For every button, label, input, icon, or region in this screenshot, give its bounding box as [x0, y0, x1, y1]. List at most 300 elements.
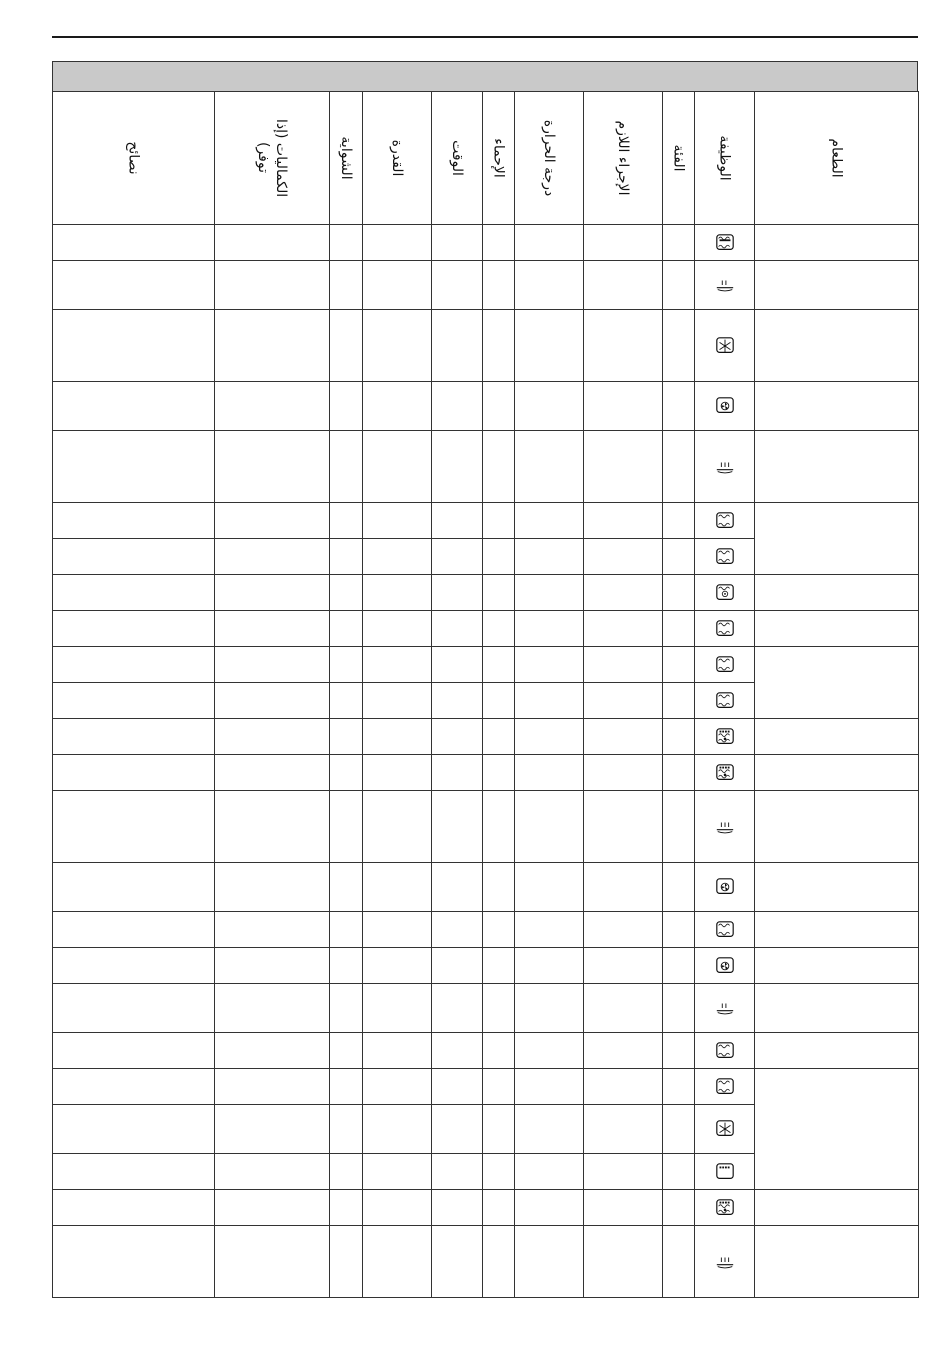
cell-category: [663, 575, 695, 611]
cell-time: [432, 1105, 483, 1154]
cell-grill: [330, 539, 363, 575]
cell-temperature: [515, 791, 584, 863]
fan-convection-icon: [714, 956, 736, 976]
cell-category: [663, 791, 695, 863]
cell-temperature: [515, 863, 584, 912]
cell-preheat: [483, 225, 515, 261]
cell-power: [363, 431, 432, 503]
cell-category: [663, 382, 695, 431]
cell-function: [695, 1154, 755, 1190]
cell-grill: [330, 719, 363, 755]
cell-quantities: [215, 1154, 330, 1190]
cell-function: [695, 791, 755, 863]
cooking-table: [52, 91, 919, 1298]
cell-grill: [330, 1226, 363, 1298]
header-row: [53, 92, 919, 225]
cell-grill: [330, 948, 363, 984]
cell-food: [755, 1190, 919, 1226]
cell-tips: [53, 948, 215, 984]
cell-action: [584, 611, 663, 647]
cell-action: [584, 683, 663, 719]
cell-food: [755, 647, 919, 719]
cell-time: [432, 382, 483, 431]
cell-time: [432, 575, 483, 611]
cell-power: [363, 539, 432, 575]
cell-function: [695, 948, 755, 984]
cell-food: [755, 912, 919, 948]
cell-time: [432, 310, 483, 382]
cell-grill: [330, 755, 363, 791]
cell-category: [663, 225, 695, 261]
cell-action: [584, 791, 663, 863]
fan-convection-icon: [714, 877, 736, 897]
cell-preheat: [483, 683, 515, 719]
table-row: [53, 261, 919, 310]
cell-quantities: [215, 912, 330, 948]
cell-function: [695, 1226, 755, 1298]
cell-power: [363, 948, 432, 984]
cell-category: [663, 1105, 695, 1154]
cell-action: [584, 1069, 663, 1105]
cell-category: [663, 984, 695, 1033]
cell-time: [432, 755, 483, 791]
cell-category: [663, 647, 695, 683]
cell-temperature: [515, 1033, 584, 1069]
cell-quantities: [215, 647, 330, 683]
cell-action: [584, 431, 663, 503]
table-row: [53, 948, 919, 984]
cell-function: [695, 1105, 755, 1154]
cell-power: [363, 382, 432, 431]
cell-power: [363, 261, 432, 310]
cell-quantities: [215, 611, 330, 647]
cell-category: [663, 611, 695, 647]
cell-function: [695, 683, 755, 719]
cell-quantities: [215, 1105, 330, 1154]
cell-action: [584, 575, 663, 611]
cell-action: [584, 863, 663, 912]
cell-quantities: [215, 719, 330, 755]
cell-quantities: [215, 431, 330, 503]
cell-grill: [330, 863, 363, 912]
cell-time: [432, 611, 483, 647]
fan-heat-oven-icon: [714, 583, 736, 603]
cell-category: [663, 261, 695, 310]
cell-quantities: [215, 683, 330, 719]
cell-preheat: [483, 503, 515, 539]
cell-power: [363, 310, 432, 382]
header-category: الفئة: [663, 92, 695, 225]
grill-fan-oven-icon: [714, 727, 736, 747]
steam-three-waves-icon: [714, 1252, 736, 1272]
cell-category: [663, 683, 695, 719]
cell-power: [363, 1226, 432, 1298]
cell-tips: [53, 683, 215, 719]
cell-power: [363, 719, 432, 755]
cell-category: [663, 310, 695, 382]
cell-preheat: [483, 863, 515, 912]
cell-time: [432, 647, 483, 683]
cell-category: [663, 1033, 695, 1069]
cell-tips: [53, 382, 215, 431]
cell-category: [663, 1069, 695, 1105]
cell-tips: [53, 575, 215, 611]
cell-quantities: [215, 310, 330, 382]
cell-time: [432, 984, 483, 1033]
cell-temperature: [515, 225, 584, 261]
table-row: [53, 755, 919, 791]
cell-power: [363, 791, 432, 863]
cell-temperature: [515, 310, 584, 382]
cell-power: [363, 611, 432, 647]
cell-grill: [330, 912, 363, 948]
cell-quantities: [215, 791, 330, 863]
cell-food: [755, 382, 919, 431]
cell-preheat: [483, 1105, 515, 1154]
cell-power: [363, 503, 432, 539]
table-row: [53, 382, 919, 431]
cell-food: [755, 1226, 919, 1298]
top-bottom-heat-icon: [714, 619, 736, 639]
cell-time: [432, 225, 483, 261]
cell-temperature: [515, 948, 584, 984]
cell-time: [432, 683, 483, 719]
grill-fan-oven-icon: [714, 1198, 736, 1218]
cell-quantities: [215, 382, 330, 431]
cell-grill: [330, 1033, 363, 1069]
table-row: [53, 611, 919, 647]
cell-preheat: [483, 261, 515, 310]
cell-quantities: [215, 1190, 330, 1226]
cell-time: [432, 948, 483, 984]
fan-convection-icon: [714, 396, 736, 416]
table-row: [53, 791, 919, 863]
cell-tips: [53, 1226, 215, 1298]
cell-tips: [53, 755, 215, 791]
cell-grill: [330, 1069, 363, 1105]
cell-function: [695, 261, 755, 310]
top-bottom-heat-icon: [714, 547, 736, 567]
cell-preheat: [483, 647, 515, 683]
steam-two-waves-icon: [714, 275, 736, 295]
cell-action: [584, 755, 663, 791]
cell-tips: [53, 1105, 215, 1154]
defrost-snowflake-icon: [714, 1119, 736, 1139]
cell-action: [584, 1105, 663, 1154]
cell-temperature: [515, 1154, 584, 1190]
cell-food: [755, 225, 919, 261]
cell-grill: [330, 984, 363, 1033]
cell-tips: [53, 611, 215, 647]
cell-power: [363, 984, 432, 1033]
cell-quantities: [215, 503, 330, 539]
grill-fan-oven-icon: [714, 763, 736, 783]
cell-quantities: [215, 575, 330, 611]
cell-temperature: [515, 503, 584, 539]
cell-action: [584, 984, 663, 1033]
cell-tips: [53, 1154, 215, 1190]
cell-tips: [53, 1069, 215, 1105]
cell-temperature: [515, 431, 584, 503]
cell-time: [432, 719, 483, 755]
cell-power: [363, 225, 432, 261]
cell-quantities: [215, 948, 330, 984]
defrost-snowflake-icon: [714, 336, 736, 356]
header-power: القدرة: [363, 92, 432, 225]
cell-time: [432, 1226, 483, 1298]
cell-function: [695, 1069, 755, 1105]
cell-food: [755, 611, 919, 647]
table-row: [53, 1226, 919, 1298]
cell-temperature: [515, 1190, 584, 1226]
cell-preheat: [483, 611, 515, 647]
cell-preheat: [483, 1033, 515, 1069]
cell-tips: [53, 539, 215, 575]
cell-tips: [53, 791, 215, 863]
cell-quantities: [215, 1226, 330, 1298]
top-bottom-heat-icon: [714, 511, 736, 531]
table-row: [53, 431, 919, 503]
cell-temperature: [515, 912, 584, 948]
cell-grill: [330, 1105, 363, 1154]
top-heat-icon: [714, 1162, 736, 1182]
cell-action: [584, 261, 663, 310]
cell-food: [755, 755, 919, 791]
table-row: [53, 310, 919, 382]
cell-category: [663, 1190, 695, 1226]
cell-action: [584, 310, 663, 382]
cell-preheat: [483, 984, 515, 1033]
header-tips: نصائح: [53, 92, 215, 225]
cell-temperature: [515, 261, 584, 310]
cell-function: [695, 755, 755, 791]
table-title-bar: [52, 61, 918, 92]
steam-three-waves-icon: [714, 817, 736, 837]
top-rule: [52, 36, 918, 38]
cell-food: [755, 503, 919, 575]
cell-grill: [330, 791, 363, 863]
cell-category: [663, 863, 695, 912]
cell-tips: [53, 431, 215, 503]
cell-preheat: [483, 719, 515, 755]
cell-tips: [53, 984, 215, 1033]
cell-grill: [330, 1190, 363, 1226]
cell-time: [432, 431, 483, 503]
cell-function: [695, 611, 755, 647]
cell-tips: [53, 1033, 215, 1069]
table-row: [53, 719, 919, 755]
table-row: [53, 503, 919, 539]
header-preheat: الإحماء: [483, 92, 515, 225]
cell-grill: [330, 261, 363, 310]
cell-preheat: [483, 310, 515, 382]
cell-grill: [330, 1154, 363, 1190]
header-grill: الشواية: [330, 92, 363, 225]
table-row: [53, 1069, 919, 1105]
cell-function: [695, 225, 755, 261]
table-row: [53, 225, 919, 261]
cell-preheat: [483, 1154, 515, 1190]
cell-power: [363, 575, 432, 611]
cell-action: [584, 719, 663, 755]
cell-temperature: [515, 382, 584, 431]
cell-function: [695, 719, 755, 755]
cell-category: [663, 503, 695, 539]
cell-power: [363, 912, 432, 948]
cell-quantities: [215, 863, 330, 912]
cell-grill: [330, 575, 363, 611]
cell-food: [755, 1069, 919, 1190]
cell-preheat: [483, 382, 515, 431]
table-row: [53, 1190, 919, 1226]
cell-tips: [53, 719, 215, 755]
cell-temperature: [515, 611, 584, 647]
cell-action: [584, 647, 663, 683]
cell-tips: [53, 225, 215, 261]
cell-action: [584, 948, 663, 984]
cell-food: [755, 431, 919, 503]
cell-preheat: [483, 948, 515, 984]
cell-action: [584, 1226, 663, 1298]
steam-three-waves-icon: [714, 457, 736, 477]
cell-category: [663, 431, 695, 503]
cell-power: [363, 863, 432, 912]
cell-quantities: [215, 261, 330, 310]
cell-function: [695, 912, 755, 948]
cell-preheat: [483, 1190, 515, 1226]
header-function: الوظيفة: [695, 92, 755, 225]
cell-grill: [330, 503, 363, 539]
cell-function: [695, 863, 755, 912]
cell-action: [584, 1190, 663, 1226]
cell-quantities: [215, 755, 330, 791]
cell-category: [663, 1154, 695, 1190]
cell-grill: [330, 225, 363, 261]
cell-grill: [330, 382, 363, 431]
cell-temperature: [515, 719, 584, 755]
top-bottom-fan-oven-icon: [714, 233, 736, 253]
cell-preheat: [483, 1069, 515, 1105]
table-row: [53, 575, 919, 611]
cell-food: [755, 261, 919, 310]
cell-food: [755, 791, 919, 863]
cell-time: [432, 791, 483, 863]
cell-time: [432, 1033, 483, 1069]
steam-two-waves-icon: [714, 998, 736, 1018]
cell-power: [363, 683, 432, 719]
cell-power: [363, 1190, 432, 1226]
cell-temperature: [515, 755, 584, 791]
cell-category: [663, 539, 695, 575]
cell-power: [363, 755, 432, 791]
cell-temperature: [515, 984, 584, 1033]
top-bottom-heat-icon: [714, 691, 736, 711]
cell-temperature: [515, 683, 584, 719]
cell-function: [695, 539, 755, 575]
cell-function: [695, 1190, 755, 1226]
top-bottom-heat-icon: [714, 920, 736, 940]
cell-food: [755, 575, 919, 611]
cell-tips: [53, 863, 215, 912]
cell-function: [695, 431, 755, 503]
cell-quantities: [215, 539, 330, 575]
header-temperature: درجة الحرارة: [515, 92, 584, 225]
cell-grill: [330, 611, 363, 647]
header-food: الطعام: [755, 92, 919, 225]
cell-time: [432, 1069, 483, 1105]
top-bottom-heat-icon: [714, 655, 736, 675]
cell-action: [584, 1033, 663, 1069]
cell-temperature: [515, 647, 584, 683]
cell-power: [363, 1105, 432, 1154]
cell-category: [663, 948, 695, 984]
cell-time: [432, 1190, 483, 1226]
cell-action: [584, 912, 663, 948]
header-time: الوقت: [432, 92, 483, 225]
cell-preheat: [483, 791, 515, 863]
cell-food: [755, 948, 919, 984]
cell-food: [755, 984, 919, 1033]
cell-preheat: [483, 1226, 515, 1298]
cell-time: [432, 1154, 483, 1190]
cell-temperature: [515, 539, 584, 575]
top-bottom-heat-icon: [714, 1041, 736, 1061]
table-row: [53, 984, 919, 1033]
cell-action: [584, 225, 663, 261]
header-action: الإجراء اللازم: [584, 92, 663, 225]
cell-food: [755, 310, 919, 382]
cell-power: [363, 1033, 432, 1069]
cell-time: [432, 261, 483, 310]
cell-function: [695, 575, 755, 611]
cell-function: [695, 382, 755, 431]
table-row: [53, 912, 919, 948]
cell-category: [663, 1226, 695, 1298]
cell-quantities: [215, 984, 330, 1033]
cell-function: [695, 984, 755, 1033]
table-row: [53, 1033, 919, 1069]
cell-temperature: [515, 1069, 584, 1105]
header-quantities: الكماليات (إذا توفر): [215, 92, 330, 225]
cell-grill: [330, 683, 363, 719]
cell-quantities: [215, 1069, 330, 1105]
cell-time: [432, 539, 483, 575]
cell-preheat: [483, 755, 515, 791]
cell-food: [755, 719, 919, 755]
cell-temperature: [515, 1226, 584, 1298]
cell-preheat: [483, 912, 515, 948]
cell-tips: [53, 310, 215, 382]
cell-preheat: [483, 575, 515, 611]
cell-action: [584, 539, 663, 575]
table-row: [53, 863, 919, 912]
cell-quantities: [215, 225, 330, 261]
cell-time: [432, 503, 483, 539]
cell-grill: [330, 310, 363, 382]
cell-power: [363, 1154, 432, 1190]
cell-grill: [330, 431, 363, 503]
cell-power: [363, 1069, 432, 1105]
cell-temperature: [515, 1105, 584, 1154]
table-row: [53, 647, 919, 683]
cell-food: [755, 1033, 919, 1069]
cell-preheat: [483, 431, 515, 503]
cell-temperature: [515, 575, 584, 611]
cell-function: [695, 1033, 755, 1069]
cell-tips: [53, 261, 215, 310]
cell-preheat: [483, 539, 515, 575]
cell-function: [695, 503, 755, 539]
